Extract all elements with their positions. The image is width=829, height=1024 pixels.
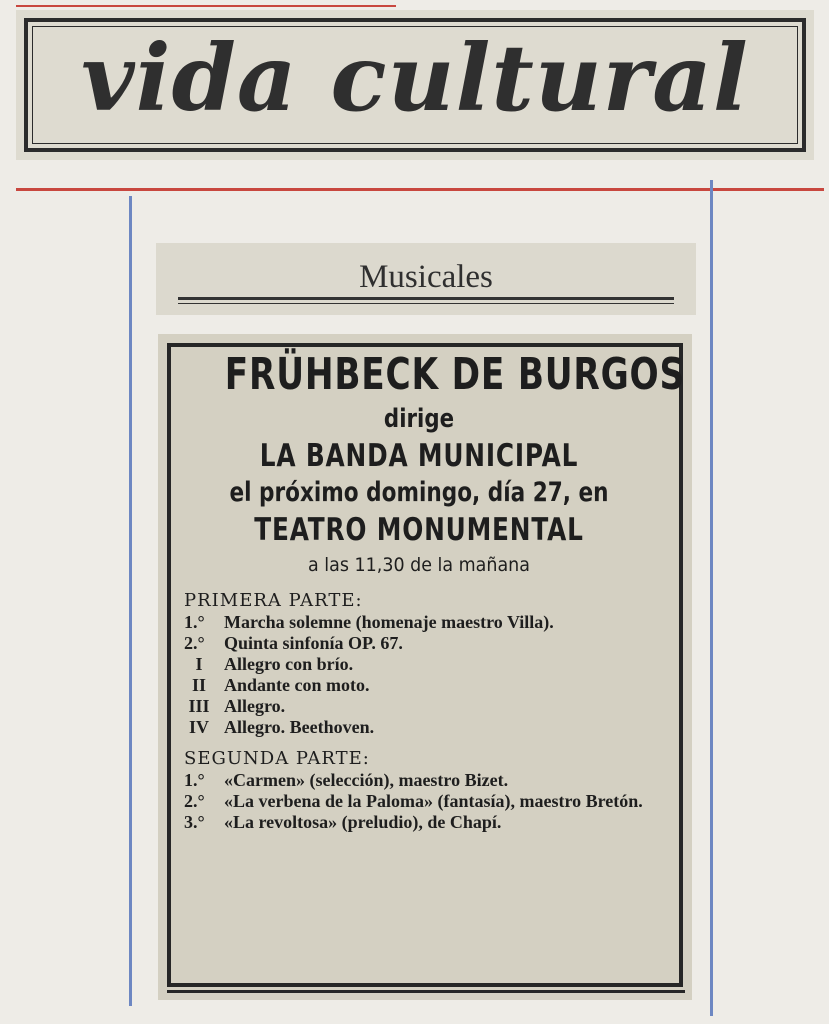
blue-margin-line-left <box>129 196 132 1006</box>
program-item <box>170 812 668 833</box>
part-two-program <box>170 770 668 833</box>
movement-number: II <box>191 675 206 695</box>
program-item-number: 2.° <box>184 633 205 653</box>
program-movement <box>170 717 668 738</box>
venue-name: TEATRO MONUMENTAL <box>254 512 584 548</box>
program-item <box>170 633 668 654</box>
program-item <box>170 612 668 633</box>
ensemble-name: LA BANDA MUNICIPAL <box>259 438 579 474</box>
movement-text: Allegro. <box>224 696 286 716</box>
program-item-number: 1.° <box>184 612 205 632</box>
concert-date: el próximo domingo, día 27, en <box>229 477 609 508</box>
red-margin-line <box>16 188 824 191</box>
conductor-name: FRÜHBECK DE BURGOS <box>224 349 686 400</box>
ad-content <box>170 348 686 833</box>
program-movement <box>170 696 668 717</box>
section-title: Musicales <box>359 259 493 295</box>
concert-time: a las 11,30 de la mañana <box>308 554 530 576</box>
program-item <box>170 770 668 791</box>
part-two-heading: SEGUNDA PARTE: <box>184 748 370 769</box>
program-item <box>170 791 668 812</box>
part-one-program <box>170 612 668 738</box>
program-item-number: 3.° <box>184 812 205 832</box>
program-item-text: «La verbena de la Paloma» (fantasía), maestro Bretón. <box>224 791 643 811</box>
program-item-text: Marcha solemne (homenaje maestro Villa). <box>224 612 554 632</box>
concert-ad-clipping <box>158 334 692 1000</box>
program-item-text: Quinta sinfonía OP. 67. <box>224 633 403 653</box>
movement-number: IV <box>188 717 209 737</box>
masthead-title: vida cultural <box>81 24 749 132</box>
program-item-number: 1.° <box>184 770 205 790</box>
program-item-number: 2.° <box>184 791 205 811</box>
masthead-clipping <box>16 10 814 160</box>
movement-number: III <box>188 696 210 716</box>
program-item-text: «La revoltosa» (preludio), de Chapí. <box>224 812 502 832</box>
program-item-text: «Carmen» (selección), maestro Bizet. <box>224 770 509 790</box>
ad-bottom-rule <box>167 990 685 993</box>
red-margin-line-top <box>16 5 396 7</box>
part-one-heading: PRIMERA PARTE: <box>184 590 363 611</box>
section-header-clipping <box>156 243 696 315</box>
program-movement <box>170 654 668 675</box>
movement-text: Allegro. Beethoven. <box>224 717 375 737</box>
section-rule <box>178 297 674 304</box>
blue-margin-line-right <box>710 180 713 1016</box>
program-movement <box>170 675 668 696</box>
movement-number: I <box>195 654 203 674</box>
movement-text: Andante con moto. <box>224 675 370 695</box>
conductor-verb: dirige <box>383 404 455 434</box>
movement-text: Allegro con brío. <box>224 654 354 674</box>
